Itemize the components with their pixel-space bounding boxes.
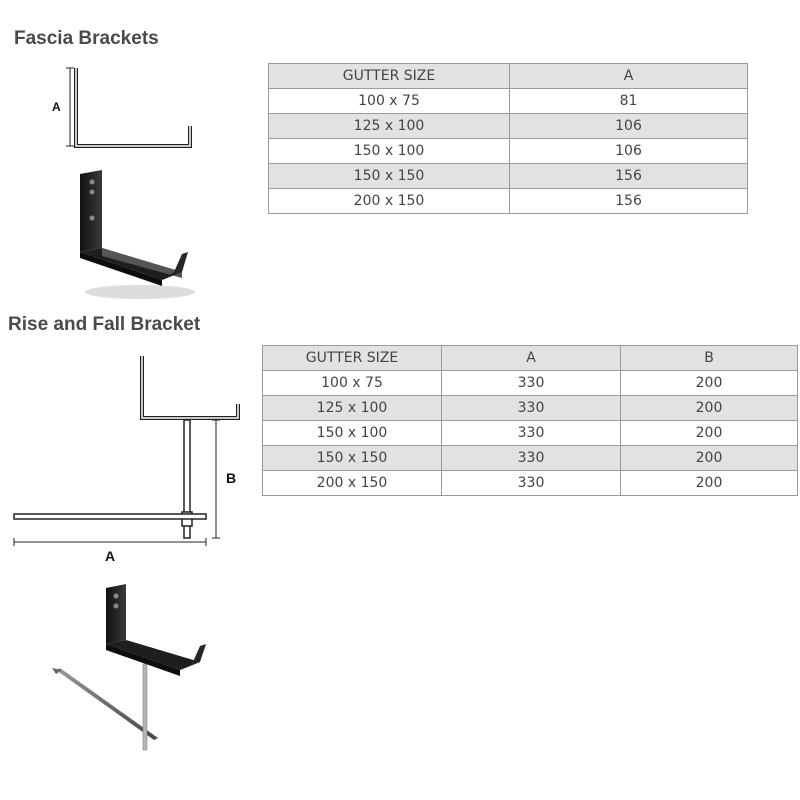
fascia-bracket-table xyxy=(268,63,748,214)
table-row xyxy=(263,446,798,471)
table-row xyxy=(263,471,798,496)
column-header: GUTTER SIZE xyxy=(263,346,442,371)
table-cell: 125 x 100 xyxy=(269,114,510,139)
table-row xyxy=(263,396,798,421)
rise-fall-bracket-photo xyxy=(50,582,220,762)
table-cell: 150 x 100 xyxy=(263,421,442,446)
table-cell: 330 xyxy=(442,446,621,471)
column-header: GUTTER SIZE xyxy=(269,64,510,89)
table-row xyxy=(269,164,748,189)
rise-and-fall-bracket-title: Rise and Fall Bracket xyxy=(8,314,201,335)
table-cell: 200 xyxy=(621,471,798,496)
table-cell: 81 xyxy=(510,89,748,114)
table-cell: 200 xyxy=(621,396,798,421)
fascia-brackets-title: Fascia Brackets xyxy=(14,28,159,49)
fascia-dimension-a-label: A xyxy=(52,100,61,114)
table-cell: 330 xyxy=(442,471,621,496)
fascia-bracket-line-drawing xyxy=(48,62,198,154)
column-header: B xyxy=(621,346,798,371)
table-cell: 330 xyxy=(442,371,621,396)
table-cell: 125 x 100 xyxy=(263,396,442,421)
table-cell: 156 xyxy=(510,164,748,189)
table-row xyxy=(269,189,748,214)
table-cell: 100 x 75 xyxy=(269,89,510,114)
table-header-row xyxy=(269,64,748,89)
table-cell: 200 xyxy=(621,421,798,446)
table-cell: 106 xyxy=(510,114,748,139)
table-cell: 200 x 150 xyxy=(269,189,510,214)
table-row xyxy=(269,139,748,164)
column-header: A xyxy=(442,346,621,371)
table-row xyxy=(269,114,748,139)
table-cell: 200 x 150 xyxy=(263,471,442,496)
table-cell: 200 xyxy=(621,446,798,471)
table-row xyxy=(263,421,798,446)
fascia-bracket-photo xyxy=(70,168,200,303)
table-row xyxy=(269,89,748,114)
table-cell: 330 xyxy=(442,421,621,446)
table-cell: 150 x 150 xyxy=(269,164,510,189)
table-cell: 100 x 75 xyxy=(263,371,442,396)
table-cell: 156 xyxy=(510,189,748,214)
rise-fall-bracket-line-drawing xyxy=(10,352,245,547)
table-cell: 106 xyxy=(510,139,748,164)
table-cell: 150 x 150 xyxy=(263,446,442,471)
column-header: A xyxy=(510,64,748,89)
rise-fall-dimension-a-label: A xyxy=(105,548,116,564)
table-cell: 150 x 100 xyxy=(269,139,510,164)
table-header-row xyxy=(263,346,798,371)
table-cell: 200 xyxy=(621,371,798,396)
rise-fall-dimension-b-label: B xyxy=(226,470,237,486)
table-row xyxy=(263,371,798,396)
rise-fall-bracket-table xyxy=(262,345,798,496)
table-cell: 330 xyxy=(442,396,621,421)
